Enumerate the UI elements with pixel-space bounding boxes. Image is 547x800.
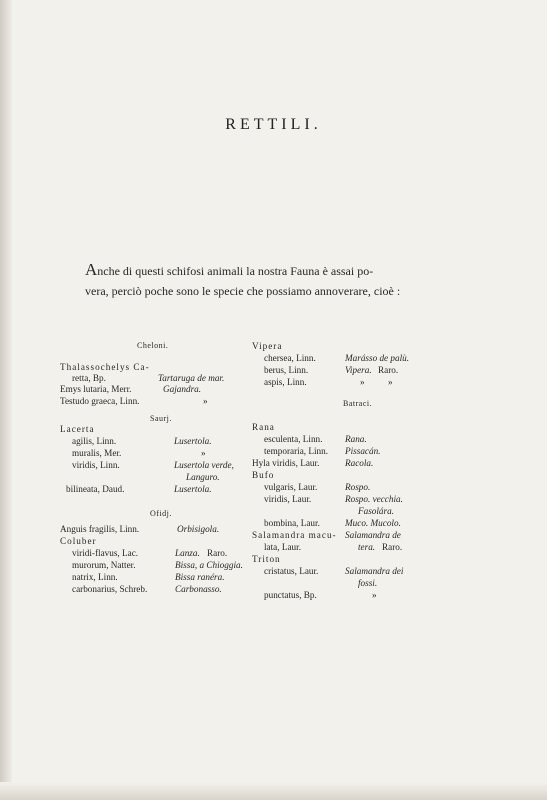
right-column-entry: Racola. — [345, 458, 374, 468]
left-column-entry: Emys lutaria, Merr. — [60, 384, 132, 394]
right-column-entry: aspis, Linn. — [264, 377, 307, 387]
right-column-entry: Salamandra macu- — [252, 530, 337, 540]
left-column-entry: Bissa, a Chioggia. — [175, 560, 243, 570]
right-column-entry: Fasolára. — [358, 506, 394, 516]
right-column-entry: viridis, Laur. — [264, 494, 312, 504]
left-column-entry: agilis, Linn. — [72, 436, 117, 446]
right-column-entry: Salamandra dei — [345, 566, 404, 576]
left-column-entry: bilineata, Daud. — [66, 484, 125, 494]
left-column-entry: muralis, Mer. — [72, 448, 122, 458]
left-column-entry: Bissa ranéra. — [175, 572, 225, 582]
right-column-entry: » — [360, 377, 365, 387]
left-column-entry: Lanza. — [175, 548, 200, 558]
right-column-entry: Muco. Mucolo. — [345, 518, 401, 528]
left-column-entry: Cheloni. — [137, 341, 169, 350]
intro-line-1: Anche di questi schifosi animali la nostra Fauna è assai po- — [85, 260, 374, 279]
left-column-entry: Anguis fragilis, Linn. — [60, 524, 140, 534]
right-column-entry: vulgaris, Laur. — [264, 482, 318, 492]
left-column-entry: Lusertola. — [174, 436, 212, 446]
right-column-entry: lata, Laur. — [264, 542, 301, 552]
left-column-entry: Ofidj. — [150, 509, 172, 518]
left-column-entry: Lacerta — [60, 424, 95, 434]
left-column-entry: Lusertola. — [174, 484, 212, 494]
right-column-entry: Marásso de palù. — [345, 353, 410, 363]
left-column-entry: murorum, Natter. — [72, 560, 136, 570]
right-column-entry: tera. — [358, 542, 376, 552]
right-column-entry: Hyla viridis, Laur. — [252, 458, 320, 468]
right-column-entry: punctatus, Bp. — [264, 590, 317, 600]
left-column-entry: Testudo graeca, Linn. — [60, 396, 140, 406]
left-column-entry: Saurj. — [150, 414, 172, 423]
left-column-entry: natrix, Linn. — [72, 572, 118, 582]
left-column-entry: Raro. — [207, 548, 228, 558]
left-column-entry: Languro. — [186, 472, 220, 482]
right-column-entry: berus, Linn. — [264, 365, 309, 375]
right-column-entry: Bufo — [252, 470, 275, 480]
left-column-entry: » — [201, 448, 206, 458]
right-column-entry: chersea, Linn. — [264, 353, 316, 363]
right-column-entry: Raro. — [378, 365, 399, 375]
left-column-entry: Coluber — [60, 536, 97, 546]
right-column-entry: Pissacán. — [345, 446, 381, 456]
right-column-entry: » — [388, 377, 393, 387]
right-column-entry: Batraci. — [343, 399, 373, 408]
drop-capital: A — [85, 260, 98, 279]
right-column-entry: Vipera — [252, 341, 283, 351]
left-column-entry: retta, Bp. — [72, 373, 106, 383]
right-column-entry: cristatus, Laur. — [264, 566, 319, 576]
intro-line-2: vera, perciò poche sono le specie che possiamo annoverare, cioè : — [85, 284, 401, 298]
left-column-entry: Carbonasso. — [175, 584, 222, 594]
right-column-entry: Rospo. vecchia. — [345, 494, 403, 504]
right-column-entry: Raro. — [382, 542, 403, 552]
left-column-entry: Tartaruga de mar. — [158, 373, 225, 383]
right-column-entry: esculenta, Linn. — [264, 434, 323, 444]
right-column-entry: Salamandra de — [345, 530, 401, 540]
page-bottom-shadow — [0, 782, 547, 800]
right-column-entry: Rana — [252, 422, 275, 432]
left-column-entry: carbonarius, Schreb. — [72, 584, 148, 594]
right-column-entry: » — [372, 590, 377, 600]
right-column-entry: fossi. — [358, 578, 378, 588]
left-column-entry: Lusertola verde, — [174, 460, 234, 470]
right-column-entry: Vipera. — [345, 365, 372, 375]
right-column-entry: Triton — [252, 554, 281, 564]
right-column-entry: temporaria, Linn. — [264, 446, 329, 456]
left-column-entry: Orbisigola. — [177, 524, 220, 534]
left-column-entry: » — [203, 396, 208, 406]
left-column-entry: viridi-flavus, Lac. — [72, 548, 139, 558]
left-column-entry: viridis, Linn. — [72, 460, 120, 470]
right-column-entry: bombina, Laur. — [264, 518, 320, 528]
left-column-entry: Thalassochelys Ca- — [60, 362, 150, 372]
page-title: RETTILI. — [225, 116, 322, 133]
right-column-entry: Rospo. — [345, 482, 371, 492]
left-column-entry: Gajandra. — [163, 384, 202, 394]
right-column-entry: Rana. — [345, 434, 367, 444]
